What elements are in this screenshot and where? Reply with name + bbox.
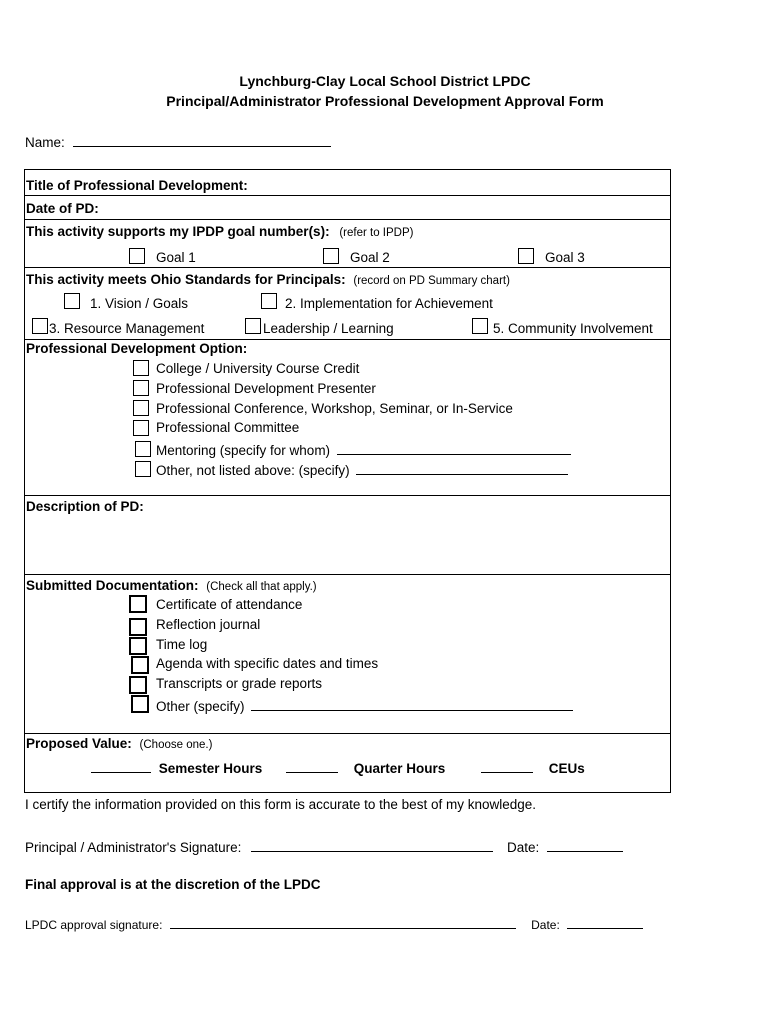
lpdc-label: LPDC approval signature: (25, 918, 163, 932)
standard-community-checkbox[interactable] (472, 318, 488, 334)
pd-option-mentoring-row (156, 440, 571, 458)
mentoring-specify-field[interactable] (337, 440, 571, 455)
goal-2-checkbox[interactable] (323, 248, 339, 264)
documentation-row (26, 578, 317, 593)
row-divider (24, 195, 671, 196)
goal-3-label: Goal 3 (545, 250, 585, 265)
doc-other-row (156, 696, 573, 714)
name-row (25, 132, 331, 150)
standards-label: This activity meets Ohio Standards for Principals: (26, 272, 346, 287)
ipdp-label: This activity supports my IPDP goal number(s): (26, 224, 330, 239)
standards-row (26, 272, 510, 287)
name-label: Name: (25, 135, 65, 150)
standards-note: (record on PD Summary chart) (353, 275, 510, 287)
signature-row (25, 837, 623, 855)
description-label: Description of PD: (26, 499, 144, 514)
doc-checkbox[interactable] (129, 595, 147, 613)
standard-leadership-label: Leadership / Learning (263, 321, 394, 336)
ceus-option (481, 758, 585, 776)
pd-option-conference: Professional Conference, Workshop, Seminar, or In-Service (156, 401, 513, 416)
doc-checkbox[interactable] (131, 695, 149, 713)
doc-checkbox[interactable] (129, 637, 147, 655)
lpdc-date-label: Date: (531, 918, 560, 932)
semester-hours-label: Semester Hours (158, 761, 263, 776)
pd-option-mentoring: Mentoring (specify for whom) (156, 443, 331, 458)
form-title-line2: Principal/Administrator Professional Development Approval Form (166, 93, 604, 109)
name-field[interactable] (73, 132, 331, 147)
standard-vision-checkbox[interactable] (64, 293, 80, 309)
pd-option-other-row (156, 460, 568, 478)
quarter-hours-field[interactable] (286, 758, 338, 773)
standard-leadership-checkbox[interactable] (245, 318, 261, 334)
signature-date-field[interactable] (547, 837, 623, 852)
pd-option-checkbox[interactable] (133, 400, 149, 416)
certify-text: I certify the information provided on this form is accurate to the best of my knowledge. (25, 797, 536, 812)
semester-hours-option (91, 758, 262, 776)
row-divider (24, 267, 671, 268)
lpdc-row (25, 916, 643, 932)
pd-option-checkbox[interactable] (133, 380, 149, 396)
goal-1-label: Goal 1 (156, 250, 196, 265)
pd-option-other: Other, not listed above: (specify) (156, 463, 350, 478)
standard-resource-checkbox[interactable] (32, 318, 48, 334)
date-of-pd-label: Date of PD: (26, 201, 99, 216)
signature-date-label: Date: (506, 840, 540, 855)
pd-option-presenter: Professional Development Presenter (156, 381, 376, 396)
signature-label: Principal / Administrator's Signature: (25, 840, 242, 855)
quarter-hours-label: Quarter Hours (353, 761, 446, 776)
signature-field[interactable] (251, 837, 493, 852)
row-divider (24, 339, 671, 340)
quarter-hours-option (286, 758, 445, 776)
pd-option-checkbox[interactable] (133, 360, 149, 376)
standard-implementation-checkbox[interactable] (261, 293, 277, 309)
final-approval-text: Final approval is at the discretion of the LPDC (25, 877, 321, 892)
doc-time-log: Time log (156, 637, 208, 652)
doc-checkbox[interactable] (129, 676, 147, 694)
row-divider (24, 495, 671, 496)
doc-other-specify-field[interactable] (251, 696, 573, 711)
doc-agenda: Agenda with specific dates and times (156, 656, 379, 671)
goal-1-checkbox[interactable] (129, 248, 145, 264)
doc-certificate: Certificate of attendance (156, 597, 303, 612)
standard-resource-label: 3. Resource Management (49, 321, 205, 336)
ipdp-note: (refer to IPDP) (339, 227, 414, 239)
ipdp-row (26, 224, 413, 239)
doc-reflection: Reflection journal (156, 617, 261, 632)
lpdc-signature-field[interactable] (170, 916, 516, 929)
goal-2-label: Goal 2 (350, 250, 390, 265)
standard-vision-label: 1. Vision / Goals (90, 296, 189, 311)
ceus-label: CEUs (548, 761, 585, 776)
proposed-value-note: (Choose one.) (139, 739, 213, 751)
standard-community-label: 5. Community Involvement (493, 321, 653, 336)
semester-hours-field[interactable] (91, 758, 151, 773)
pd-option-committee: Professional Committee (156, 420, 300, 435)
pd-option-checkbox[interactable] (135, 461, 151, 477)
row-divider (24, 219, 671, 220)
pd-option-college: College / University Course Credit (156, 361, 360, 376)
doc-transcripts: Transcripts or grade reports (156, 676, 323, 691)
proposed-value-label: Proposed Value: (26, 736, 132, 751)
title-of-pd-label: Title of Professional Development: (26, 178, 248, 193)
row-divider (24, 574, 671, 575)
documentation-note: (Check all that apply.) (206, 581, 317, 593)
row-divider (24, 733, 671, 734)
form-title-line1: Lynchburg-Clay Local School District LPDC (239, 73, 531, 89)
pd-option-checkbox[interactable] (135, 441, 151, 457)
pd-option-label: Professional Development Option: (26, 341, 248, 356)
doc-other: Other (specify) (156, 699, 245, 714)
standard-implementation-label: 2. Implementation for Achievement (285, 296, 493, 311)
lpdc-date-field[interactable] (567, 916, 643, 929)
goal-3-checkbox[interactable] (518, 248, 534, 264)
proposed-value-row (26, 736, 212, 751)
doc-checkbox[interactable] (131, 656, 149, 674)
pd-option-checkbox[interactable] (133, 420, 149, 436)
other-specify-field[interactable] (356, 460, 568, 475)
doc-checkbox[interactable] (129, 618, 147, 636)
ceus-field[interactable] (481, 758, 533, 773)
documentation-label: Submitted Documentation: (26, 578, 199, 593)
